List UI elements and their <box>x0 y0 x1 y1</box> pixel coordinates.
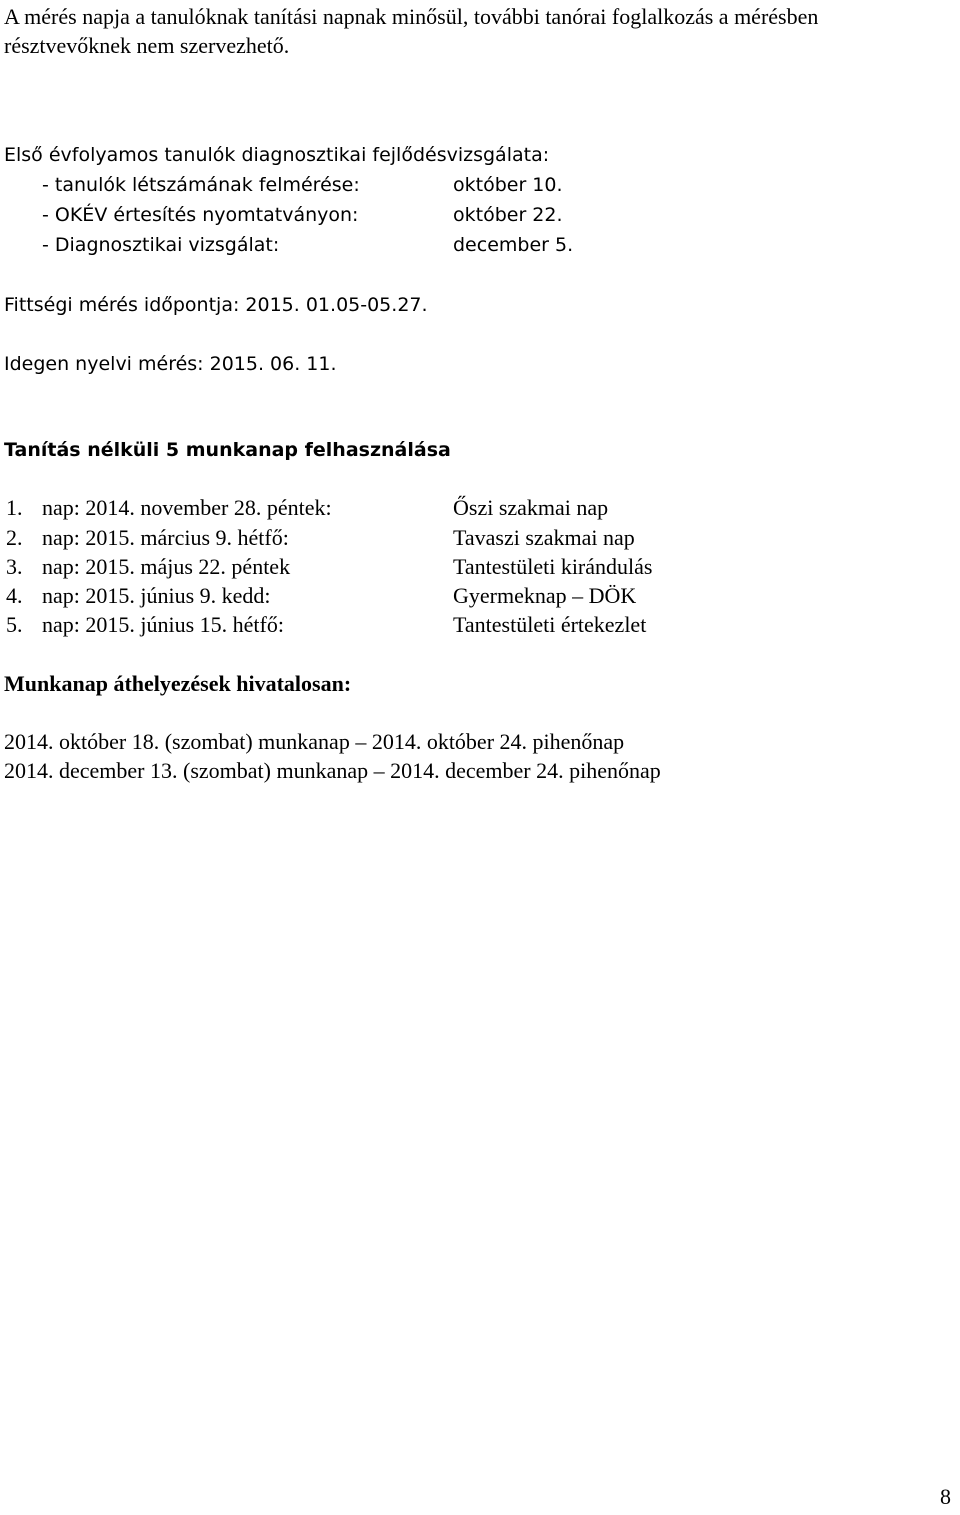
day-date: nap: 2015. június 9. kedd: <box>42 583 271 608</box>
day-date: nap: 2015. március 9. hétfő: <box>42 525 289 550</box>
day-number: 5. <box>6 612 23 637</box>
workday-swaps-title: Munkanap áthelyezések hivatalosan: <box>4 671 352 696</box>
day-number: 1. <box>6 495 23 520</box>
first-grade-item-label: - Diagnosztikai vizsgálat: <box>42 234 280 256</box>
day-date: nap: 2015. május 22. péntek <box>42 554 291 579</box>
fitness-measurement: Fittségi mérés időpontja: 2015. 01.05-05.27. <box>4 294 428 316</box>
page-number: 8 <box>940 1484 951 1509</box>
day-date: nap: 2015. június 15. hétfő: <box>42 612 284 637</box>
day-event: Tantestületi kirándulás <box>453 554 653 579</box>
day-event: Őszi szakmai nap <box>453 495 609 520</box>
first-grade-item-label: - tanulók létszámának felmérése: <box>42 174 360 196</box>
intro-line-1: A mérés napja a tanulóknak tanítási napnak minősül, további tanórai foglalkozás a mérésben <box>4 4 819 29</box>
first-grade-item-date: december 5. <box>453 234 574 256</box>
day-event: Tantestületi értekezlet <box>453 612 647 637</box>
day-date: nap: 2014. november 28. péntek: <box>42 495 332 520</box>
workday-swap-line: 2014. december 13. (szombat) munkanap – 2014. december 24. pihenőnap <box>4 758 661 783</box>
language-measurement: Idegen nyelvi mérés: 2015. 06. 11. <box>4 353 337 375</box>
first-grade-item-label: - OKÉV értesítés nyomtatványon: <box>42 204 359 226</box>
day-event: Tavaszi szakmai nap <box>453 525 635 550</box>
no-teaching-title: Tanítás nélküli 5 munkanap felhasználása <box>4 439 451 461</box>
intro-line-2: résztvevőknek nem szervezhető. <box>4 33 290 58</box>
day-number: 4. <box>6 583 23 608</box>
first-grade-item-date: október 22. <box>453 204 563 226</box>
first-grade-title: Első évfolyamos tanulók diagnosztikai fejlődésvizsgálata: <box>4 144 550 166</box>
first-grade-item-date: október 10. <box>453 174 563 196</box>
workday-swap-line: 2014. október 18. (szombat) munkanap – 2014. október 24. pihenőnap <box>4 729 625 754</box>
day-number: 3. <box>6 554 23 579</box>
day-number: 2. <box>6 525 23 550</box>
day-event: Gyermeknap – DÖK <box>453 583 637 608</box>
